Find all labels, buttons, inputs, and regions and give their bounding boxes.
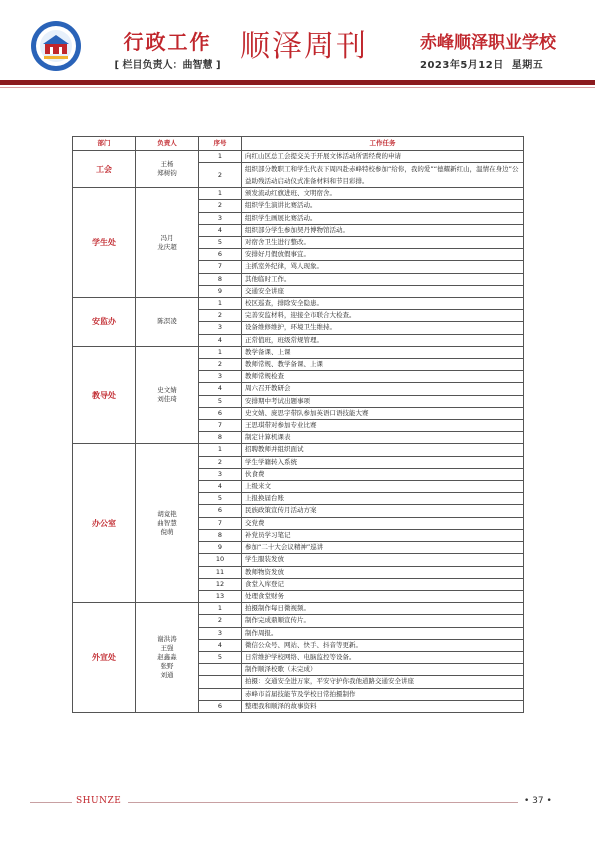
school-name: 赤峰顺泽职业学校	[420, 33, 556, 53]
table-row	[73, 603, 524, 615]
task-cell: 教师常规、教学备课、上课	[242, 359, 524, 371]
task-cell: 教学备课、上课	[242, 346, 524, 358]
dept-cell: 外宣处	[73, 603, 136, 713]
task-cell: 对宿舍卫生进行整改。	[242, 237, 524, 249]
task-cell: 周六召开教研会	[242, 383, 524, 395]
num-cell: 6	[199, 249, 242, 261]
header-task: 工作任务	[242, 137, 524, 151]
task-cell: 制作周报。	[242, 627, 524, 639]
task-cell: 上级来文	[242, 481, 524, 493]
num-cell: 10	[199, 554, 242, 566]
num-cell: 9	[199, 285, 242, 297]
column-title: 行政工作	[123, 30, 212, 54]
task-cell: 整理我和顺泽的故事资料	[242, 700, 524, 712]
num-cell: 8	[199, 529, 242, 541]
num-cell: 4	[199, 334, 242, 346]
table-row	[73, 188, 524, 200]
task-cell: 教师物资发放	[242, 566, 524, 578]
task-cell: 安排好月假放假事宜。	[242, 249, 524, 261]
dept-cell: 安监办	[73, 298, 136, 347]
task-cell: 组织部分教职工和学生代表下周四赴赤峰特校参加“给你，我的爱”“德耀新红山，温情在身边”公益助残活动启动仪式准备材料和节目彩排。	[242, 163, 524, 188]
task-cell: 制作顺泽校歌（未完成）	[242, 664, 524, 676]
num-cell: 12	[199, 578, 242, 590]
task-cell: 交通安全讲座	[242, 285, 524, 297]
work-task-table	[72, 136, 524, 713]
task-cell: 正常值班，班级常规管理。	[242, 334, 524, 346]
table-row	[73, 298, 524, 310]
task-cell: 日常维护学校网络、电脑监控等设备。	[242, 651, 524, 663]
column-header	[100, 30, 235, 71]
task-cell: 王思琪带对参加专业比赛	[242, 420, 524, 432]
num-cell: 4	[199, 383, 242, 395]
task-cell: 学生学籍转入系统	[242, 456, 524, 468]
num-cell: 1	[199, 346, 242, 358]
num-cell: 3	[199, 322, 242, 334]
issue-info	[420, 32, 580, 71]
header-num: 序号	[199, 137, 242, 151]
task-cell: 拍摄制作每日微视频。	[242, 603, 524, 615]
footer-rule-right	[128, 802, 518, 803]
issue-weekday: 星期五	[511, 60, 544, 71]
num-cell: 1	[199, 444, 242, 456]
table-row	[73, 444, 524, 456]
num-cell	[199, 688, 242, 700]
num-cell: 7	[199, 517, 242, 529]
task-cell: 赤峰市首届技能节及学校日常拍摄制作	[242, 688, 524, 700]
person-cell: 陈溟凌	[136, 298, 199, 347]
num-cell: 3	[199, 371, 242, 383]
num-cell: 6	[199, 505, 242, 517]
table-header-row	[73, 137, 524, 151]
num-cell: 2	[199, 615, 242, 627]
num-cell: 5	[199, 493, 242, 505]
task-cell: 制作完成鼎顺宣传片。	[242, 615, 524, 627]
table-row	[73, 346, 524, 358]
issue-date-line	[420, 56, 580, 71]
task-cell: 组织学生画展比赛活动。	[242, 212, 524, 224]
dept-cell: 教导处	[73, 346, 136, 444]
task-cell: 校区巡查，排除安全隐患。	[242, 298, 524, 310]
school-logo	[30, 20, 82, 72]
num-cell: 11	[199, 566, 242, 578]
num-cell: 2	[199, 200, 242, 212]
task-cell: 教师常规检查	[242, 371, 524, 383]
num-cell: 2	[199, 456, 242, 468]
task-cell: 学生服装发放	[242, 554, 524, 566]
task-cell: 交党费	[242, 517, 524, 529]
num-cell: 1	[199, 188, 242, 200]
num-cell: 1	[199, 298, 242, 310]
task-cell: 组织学生演讲比赛活动。	[242, 200, 524, 212]
task-cell: 史文婧、庞思宇带队参加英语口语技能大赛	[242, 407, 524, 419]
num-cell: 3	[199, 212, 242, 224]
person-cell: 胡竟艳 曲智慧 倪萌	[136, 444, 199, 603]
num-cell: 7	[199, 420, 242, 432]
person-cell: 王杨 郑树钧	[136, 151, 199, 188]
dept-cell: 学生处	[73, 188, 136, 298]
footer-rule-left	[30, 802, 72, 803]
task-cell: 招聘教师并组织面试	[242, 444, 524, 456]
num-cell: 13	[199, 590, 242, 602]
header-divider-bar	[0, 80, 595, 85]
num-cell: 8	[199, 273, 242, 285]
magazine-title: 顺泽周刊	[240, 29, 368, 64]
task-cell: 伙食费	[242, 468, 524, 480]
num-cell: 6	[199, 700, 242, 712]
num-cell: 6	[199, 407, 242, 419]
num-cell: 3	[199, 627, 242, 639]
num-cell: 4	[199, 639, 242, 651]
person-cell: 史文婧 刘佳琦	[136, 346, 199, 444]
task-cell: 完善安监材料，迎接全市联合大检查。	[242, 310, 524, 322]
num-cell: 8	[199, 432, 242, 444]
header-dept: 部门	[73, 137, 136, 151]
num-cell: 2	[199, 310, 242, 322]
task-cell: 颁发流动红旗进班、文明宿舍。	[242, 188, 524, 200]
task-cell: 微信公众号、网站、快手、抖音等更新。	[242, 639, 524, 651]
num-cell: 3	[199, 468, 242, 480]
person-cell: 冯月 龙庆超	[136, 188, 199, 298]
task-cell: 设备维修维护，环境卫生维持。	[242, 322, 524, 334]
num-cell: 5	[199, 237, 242, 249]
task-cell: 向红山区总工会提交关于开展文体活动所需经费的申请	[242, 151, 524, 163]
task-cell: 拍摄：交通安全进万家，平安守护你我他道路交通安全讲座	[242, 676, 524, 688]
issue-date: 2023年5月12日	[420, 60, 504, 71]
num-cell: 2	[199, 359, 242, 371]
page-number: • 37 •	[524, 796, 552, 806]
header-divider-line	[0, 87, 595, 88]
task-cell: 民族政策宣传月活动方案	[242, 505, 524, 517]
task-cell: 补党员学习笔记	[242, 529, 524, 541]
dept-cell: 办公室	[73, 444, 136, 603]
num-cell: 1	[199, 603, 242, 615]
task-cell: 主抓室外纪律，骂人现象。	[242, 261, 524, 273]
num-cell: 7	[199, 261, 242, 273]
task-cell: 其他临时工作。	[242, 273, 524, 285]
task-cell: 处理食堂财务	[242, 590, 524, 602]
num-cell: 4	[199, 224, 242, 236]
table-row	[73, 151, 524, 163]
num-cell	[199, 664, 242, 676]
task-cell: 组织部分学生参加契丹博物馆活动。	[242, 224, 524, 236]
person-cell: 谢洪涛 王强 赵鑫淼 张野 刘通	[136, 603, 199, 713]
header-person: 负责人	[136, 137, 199, 151]
num-cell: 9	[199, 542, 242, 554]
task-cell: 上报换届台账	[242, 493, 524, 505]
num-cell: 1	[199, 151, 242, 163]
task-cell: 安排期中考试出题事项	[242, 395, 524, 407]
num-cell: 2	[199, 163, 242, 188]
task-cell: 食堂入库登记	[242, 578, 524, 590]
task-cell: 制定计算机课表	[242, 432, 524, 444]
num-cell: 4	[199, 481, 242, 493]
dept-cell: 工会	[73, 151, 136, 188]
column-editor: [ 栏目负责人：曲智慧 ]	[114, 60, 221, 71]
num-cell: 5	[199, 651, 242, 663]
num-cell: 5	[199, 395, 242, 407]
task-cell: 参加“二十大会议精神”巡讲	[242, 542, 524, 554]
footer-brand: SHUNZE	[76, 796, 122, 806]
num-cell	[199, 676, 242, 688]
